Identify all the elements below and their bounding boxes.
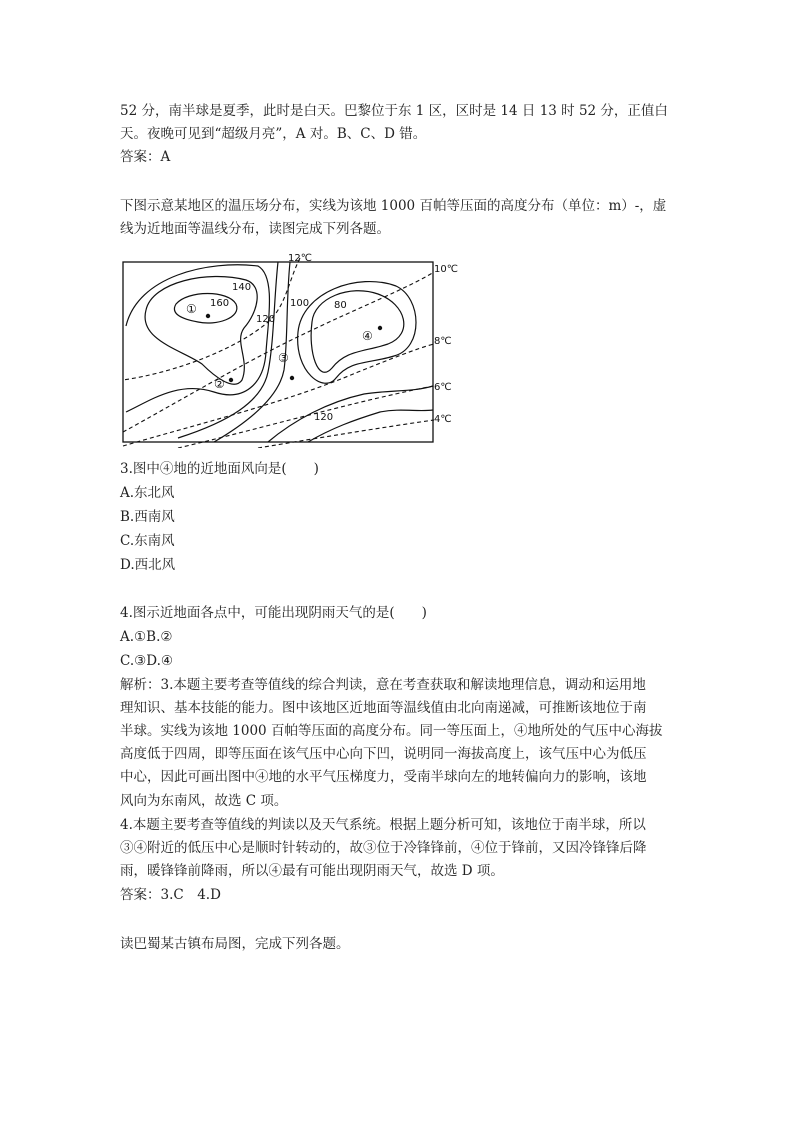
isotherm-label: 6℃ [434,382,452,393]
analysis-line: ③④附近的低压中心是顺时针转动的，故③位于冷锋锋前，④位于锋前，又因冷锋锋后降 [120,840,647,856]
next-question-intro: 读巴蜀某古镇布局图，完成下列各题。 [120,936,350,952]
question-intro-line: 下图示意某地区的温压场分布，实线为该地 1000 百帕等压面的高度分布（单位：m）-，虚 [120,198,667,214]
isotherm-label: 8℃ [434,336,452,347]
question-3-option: B.西南风 [120,509,175,525]
question-3-option: C.东南风 [120,533,175,549]
isotherm-label: 12℃ [288,253,312,264]
contour-label: 80 [334,300,347,311]
contour-label: 160 [210,298,230,309]
analysis-line: 中心，因此可画出图中④地的水平气压梯度力，受南半球向左的地转偏向力的影响，该地 [120,769,647,785]
answer-line: 答案：3.C 4.D [120,887,221,903]
isobar-isotherm-map [118,252,470,448]
question-4-stem: 4.图示近地面各点中，可能出现阴雨天气的是( ) [120,605,427,621]
point-label: ④ [362,329,373,343]
analysis-line: 风向为东南风，故选 C 项。 [120,793,288,809]
analysis-line: 高度低于四周，即等压面在该气压中心向下凹，说明同一海拔高度上，该气压中心为低压 [120,746,647,762]
question-3-stem: 3.图中④地的近地面风向是( ) [120,461,319,477]
analysis-line: 解析：3.本题主要考查等值线的综合判读，意在考查获取和解读地理信息，调动和运用地 [120,677,646,693]
isotherm-label: 4℃ [434,414,452,425]
contour-label: 120 [256,314,276,325]
analysis-line: 雨，暖锋锋前降雨，所以④最有可能出现阴雨天气，故选 D 项。 [120,863,504,879]
analysis-line: 理知识、基本技能的能力。图中该地区近地面等温线值由北向南递减，可推断该地位于南 [120,700,647,716]
analysis-line: 4.本题主要考查等值线的判读以及天气系统。根据上题分析可知，该地位于南半球，所以 [120,817,646,833]
point-label: ③ [278,351,289,365]
question-3-option: A.东北风 [120,485,175,501]
analysis-line: 半球。实线为该地 1000 百帕等压面的高度分布。同一等压面上，④地所处的气压中心海拔 [120,723,663,739]
answer-line: 答案：A [120,149,171,165]
paragraph-line: 天。夜晚可见到“超级月亮”，A 对。B、C、D 错。 [120,126,427,142]
contour-label: 140 [232,282,252,293]
isotherm-label: 10℃ [434,264,458,275]
point-label: ② [214,377,225,391]
point-label: ① [186,302,197,316]
question-4-option: C.③D.④ [120,653,173,669]
question-3-option: D.西北风 [120,557,176,573]
contour-label: 120 [314,412,334,423]
paragraph-line: 52 分，南半球是夏季，此时是白天。巴黎位于东 1 区，区时是 14 日 13 时 52 分，正值白 [120,103,668,119]
contour-label: 100 [290,298,310,309]
question-intro-line: 线为近地面等温线分布，读图完成下列各题。 [120,221,390,237]
question-4-option: A.①B.② [120,629,173,645]
